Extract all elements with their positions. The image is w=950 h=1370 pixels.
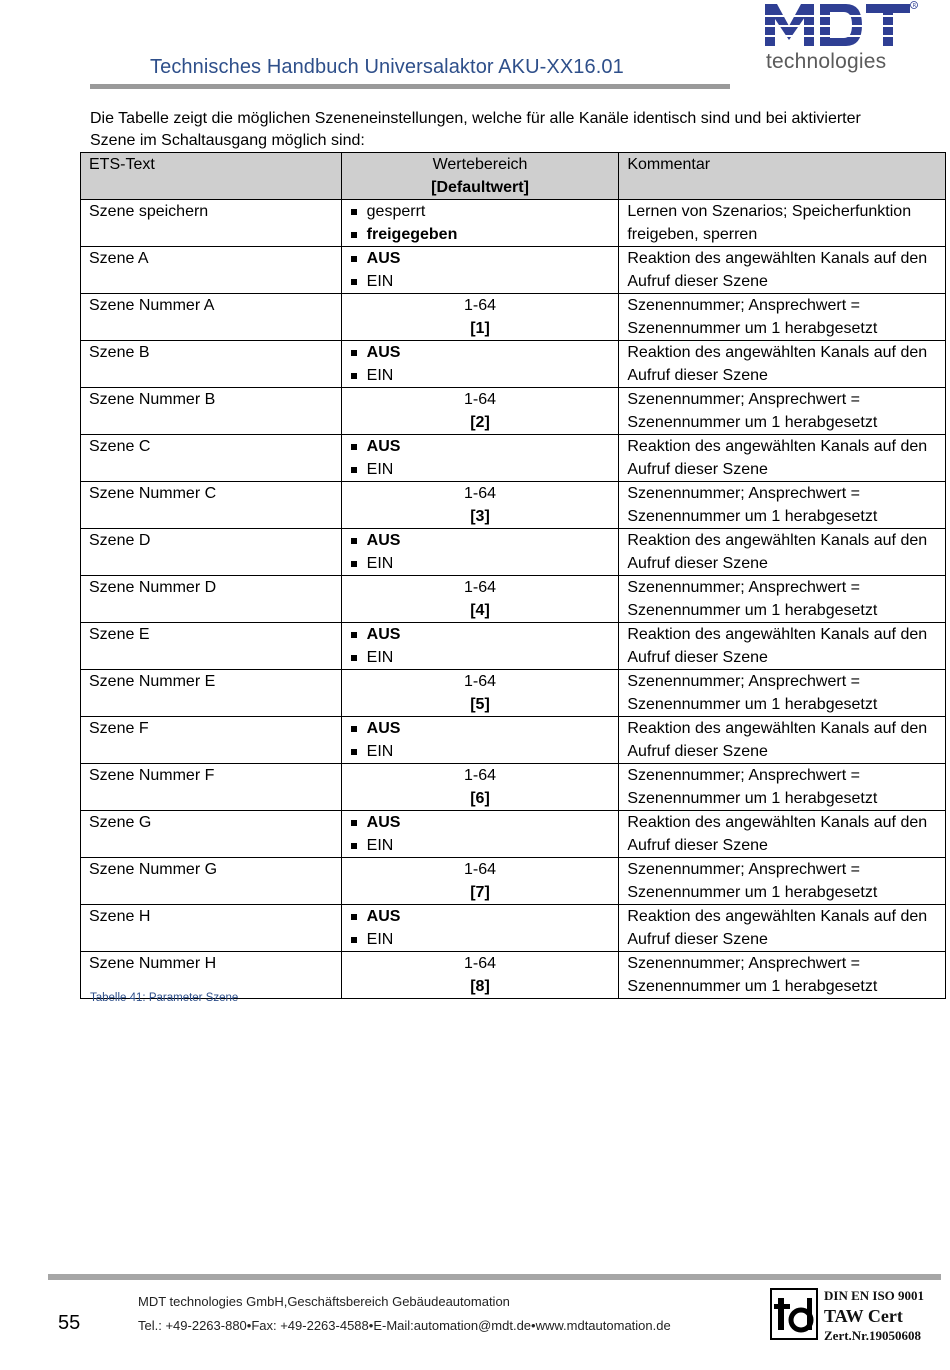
ets-text-cell: Szene Nummer E — [81, 670, 342, 717]
option-item-default: freigegeben — [350, 223, 611, 246]
ets-text-cell: Szene C — [81, 435, 342, 482]
comment-cell: Lernen von Szenarios; Speicherfunktion freigeben, sperren — [619, 200, 946, 247]
comment-cell: Reaktion des angewählten Kanals auf den Aufruf dieser Szene — [619, 341, 946, 388]
option-list — [350, 811, 611, 857]
header-kommentar: Kommentar — [619, 153, 946, 200]
cert-text — [824, 1286, 924, 1346]
logo-subtext: technologies — [766, 50, 887, 73]
comment-cell: Reaktion des angewählten Kanals auf den Aufruf dieser Szene — [619, 529, 946, 576]
cert-line-taw: TAW Cert — [824, 1306, 903, 1326]
ets-text-cell: Szene Nummer B — [81, 388, 342, 435]
value-range-cell — [341, 388, 619, 435]
default-value: [2] — [470, 414, 490, 431]
header-divider — [90, 84, 730, 89]
table-caption: Tabelle 41: Parameter Szene — [90, 992, 239, 1004]
header-defaultwert-label: [Defaultwert] — [431, 179, 529, 196]
option-item-default: AUS — [350, 435, 611, 458]
comment-cell: Reaktion des angewählten Kanals auf den Aufruf dieser Szene — [619, 623, 946, 670]
range-text: 1-64 — [463, 673, 497, 690]
value-range-cell — [341, 670, 619, 717]
value-range-cell — [341, 764, 619, 811]
taw-cert-logo-icon — [772, 1290, 816, 1338]
cert-line-iso: DIN EN ISO 9001 — [824, 1288, 925, 1303]
intro-paragraph: Die Tabelle zeigt die möglichen Szeneneinstellungen, welche für alle Kanäle identisch sind und bei aktivierter Szene im Schaltausgang möglich sind: — [90, 110, 861, 149]
certification-badge — [770, 1286, 940, 1346]
range-text: 1-64 — [463, 297, 497, 314]
default-value: [4] — [470, 602, 490, 619]
table-row — [81, 576, 946, 623]
comment-cell: Reaktion des angewählten Kanals auf den Aufruf dieser Szene — [619, 717, 946, 764]
option-item-default: AUS — [350, 623, 611, 646]
range-text: 1-64 — [463, 767, 497, 784]
range-text: 1-64 — [463, 579, 497, 596]
option-item-default: AUS — [350, 529, 611, 552]
ets-text-cell: Szene H — [81, 905, 342, 952]
option-list — [350, 435, 611, 481]
ets-text-cell: Szene Nummer F — [81, 764, 342, 811]
ets-text-cell: Szene Nummer H — [81, 952, 342, 999]
table-row — [81, 388, 946, 435]
range-text: 1-64 — [463, 861, 497, 878]
table-header-row — [81, 153, 946, 200]
ets-text-cell: Szene G — [81, 811, 342, 858]
page-number: 55 — [58, 1312, 81, 1334]
table-body — [81, 200, 946, 999]
option-item: EIN — [350, 928, 611, 951]
table-row — [81, 858, 946, 905]
value-options-cell — [341, 905, 619, 952]
value-range-cell — [341, 482, 619, 529]
comment-cell: Reaktion des angewählten Kanals auf den Aufruf dieser Szene — [619, 435, 946, 482]
comment-cell: Reaktion des angewählten Kanals auf den Aufruf dieser Szene — [619, 247, 946, 294]
table-row — [81, 200, 946, 247]
ets-text-cell: Szene speichern — [81, 200, 342, 247]
option-item: EIN — [350, 740, 611, 763]
value-options-cell — [341, 623, 619, 670]
ets-text-cell: Szene B — [81, 341, 342, 388]
table-row — [81, 670, 946, 717]
comment-cell: Reaktion des angewählten Kanals auf den Aufruf dieser Szene — [619, 905, 946, 952]
comment-cell: Szenennummer; Ansprechwert = Szenennummer um 1 herabgesetzt — [619, 294, 946, 341]
cert-line-number: Zert.Nr.19050608 — [824, 1328, 922, 1343]
default-value: [5] — [470, 696, 490, 713]
header-wertebereich-label: Wertebereich — [432, 156, 528, 173]
range-text: 1-64 — [463, 485, 497, 502]
comment-cell: Reaktion des angewählten Kanals auf den Aufruf dieser Szene — [619, 811, 946, 858]
value-options-cell — [341, 341, 619, 388]
value-options-cell — [341, 811, 619, 858]
taw-cert-logo — [770, 1288, 818, 1340]
value-range-cell — [341, 952, 619, 999]
option-list — [350, 247, 611, 293]
footer-divider — [48, 1274, 941, 1280]
table-row — [81, 811, 946, 858]
table-row — [81, 717, 946, 764]
option-item-default: AUS — [350, 811, 611, 834]
option-item: EIN — [350, 834, 611, 857]
option-item: EIN — [350, 270, 611, 293]
default-value: [8] — [470, 978, 490, 995]
table-row — [81, 247, 946, 294]
option-item: EIN — [350, 552, 611, 575]
option-list — [350, 717, 611, 763]
ets-text-cell: Szene Nummer C — [81, 482, 342, 529]
comment-cell: Szenennummer; Ansprechwert = Szenennummer um 1 herabgesetzt — [619, 576, 946, 623]
comment-cell: Szenennummer; Ansprechwert = Szenennummer um 1 herabgesetzt — [619, 764, 946, 811]
header-ets-text: ETS-Text — [81, 153, 342, 200]
option-item-default: AUS — [350, 247, 611, 270]
option-list — [350, 623, 611, 669]
value-options-cell — [341, 435, 619, 482]
value-options-cell — [341, 247, 619, 294]
default-value: [1] — [470, 320, 490, 337]
range-text: 1-64 — [463, 391, 497, 408]
table-row — [81, 294, 946, 341]
ets-text-cell: Szene E — [81, 623, 342, 670]
footer-company: MDT technologies GmbH,Geschäftsbereich Gebäudeautomation — [138, 1294, 510, 1309]
comment-cell: Szenennummer; Ansprechwert = Szenennummer um 1 herabgesetzt — [619, 388, 946, 435]
comment-cell: Szenennummer; Ansprechwert = Szenennummer um 1 herabgesetzt — [619, 858, 946, 905]
footer-contact: Tel.: +49-2263-880•Fax: +49-2263-4588•E-Mail:automation@mdt.de•www.mdtautomation.de — [138, 1318, 671, 1333]
option-item-default: AUS — [350, 341, 611, 364]
header-wertebereich — [341, 153, 619, 200]
value-options-cell — [341, 529, 619, 576]
table-row — [81, 529, 946, 576]
option-item: gesperrt — [350, 200, 611, 223]
value-options-cell — [341, 200, 619, 247]
comment-cell: Szenennummer; Ansprechwert = Szenennummer um 1 herabgesetzt — [619, 952, 946, 999]
option-list — [350, 200, 611, 246]
table-row — [81, 341, 946, 388]
value-options-cell — [341, 717, 619, 764]
option-list — [350, 341, 611, 387]
range-text: 1-64 — [463, 955, 497, 972]
comment-cell: Szenennummer; Ansprechwert = Szenennummer um 1 herabgesetzt — [619, 482, 946, 529]
table-row — [81, 905, 946, 952]
value-range-cell — [341, 576, 619, 623]
default-value: [6] — [470, 790, 490, 807]
ets-text-cell: Szene D — [81, 529, 342, 576]
value-range-cell — [341, 294, 619, 341]
ets-text-cell: Szene A — [81, 247, 342, 294]
ets-text-cell: Szene F — [81, 717, 342, 764]
ets-text-cell: Szene Nummer D — [81, 576, 342, 623]
page-header-title: Technisches Handbuch Universalaktor AKU-XX16.01 — [150, 56, 624, 78]
table-row — [81, 482, 946, 529]
value-range-cell — [341, 858, 619, 905]
table-row — [81, 435, 946, 482]
option-item: EIN — [350, 458, 611, 481]
ets-text-cell: Szene Nummer G — [81, 858, 342, 905]
default-value: [3] — [470, 508, 490, 525]
ets-text-cell: Szene Nummer A — [81, 294, 342, 341]
comment-cell: Szenennummer; Ansprechwert = Szenennummer um 1 herabgesetzt — [619, 670, 946, 717]
svg-text:R: R — [912, 2, 917, 9]
option-item-default: AUS — [350, 717, 611, 740]
option-item: EIN — [350, 364, 611, 387]
table-row — [81, 623, 946, 670]
default-value: [7] — [470, 884, 490, 901]
option-item: EIN — [350, 646, 611, 669]
option-list — [350, 905, 611, 951]
option-item-default: AUS — [350, 905, 611, 928]
option-list — [350, 529, 611, 575]
table-row — [81, 764, 946, 811]
scene-parameter-table — [80, 152, 946, 999]
